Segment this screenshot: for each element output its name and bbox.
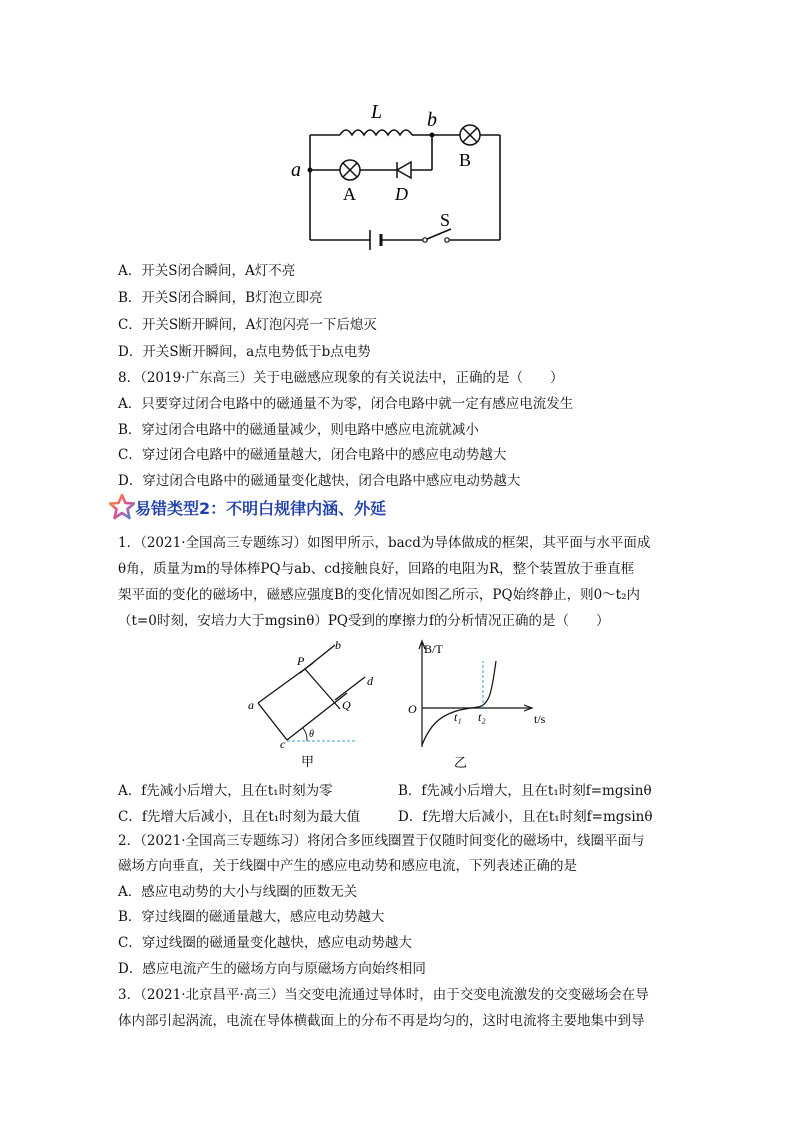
label-L: L bbox=[371, 101, 383, 123]
label-t1: t₁ bbox=[454, 710, 462, 724]
star-icon bbox=[109, 494, 135, 520]
lamp-a-icon bbox=[340, 160, 360, 180]
q3-stem-line-1: 3．（2021·北京昌平·高三）当交变电流通过导体时，由于交变电流激发的交变磁场会在导 bbox=[118, 987, 649, 1003]
q1-option-d: D．f先增大后减小，且在t₁时刻f=mgsinθ bbox=[398, 809, 653, 825]
axis-xlabel: t/s bbox=[534, 712, 546, 726]
switch-icon bbox=[423, 238, 427, 242]
q2-option-a: A．感应电动势的大小与线圈的匝数无关 bbox=[118, 884, 358, 900]
diode-icon bbox=[397, 162, 411, 178]
q8-option-d: D．穿过闭合电路中的磁通量变化越快，闭合电路中感应电动势越大 bbox=[118, 473, 521, 489]
label-D: D bbox=[395, 184, 408, 204]
label-A: A bbox=[343, 184, 356, 204]
label-d: d bbox=[367, 674, 373, 688]
q2-option-c: C．穿过线圈的磁通量变化越快，感应电动势越大 bbox=[118, 935, 412, 951]
option-a: A．开关S闭合瞬间，A灯不亮 bbox=[118, 263, 296, 279]
q2-stem-line-1: 2．（2021·全国高三专题练习）将闭合多匝线圈置于仅随时间变化的磁场中，线圈平面与 bbox=[118, 833, 645, 849]
figure-jia bbox=[245, 635, 385, 770]
battery-icon bbox=[370, 230, 381, 250]
figure-yi bbox=[400, 635, 565, 775]
label-a: a bbox=[248, 698, 254, 712]
option-c: C．开关S断开瞬间，A灯泡闪亮一下后熄灭 bbox=[118, 317, 377, 333]
lamp-b-icon bbox=[460, 125, 480, 145]
q1-stem-line-1: 1．（2021·全国高三专题练习）如图甲所示，bacd为导体做成的框架，其平面与水平面成 bbox=[118, 535, 651, 551]
q8-option-b: B．穿过闭合电路中的磁通量减少，则电路中感应电流就减小 bbox=[118, 422, 479, 438]
label-t2: t₂ bbox=[478, 710, 486, 724]
q1-option-c: C．f先增大后减小，且在t₁时刻为最大值 bbox=[118, 809, 361, 825]
caption-yi: 乙 bbox=[454, 755, 468, 770]
section-heading: 易错类型2：不明白规律内涵、外延 bbox=[135, 499, 387, 518]
q8-option-a: A．只要穿过闭合电路中的磁通量不为零，闭合电路中就一定有感应电流发生 bbox=[118, 396, 574, 412]
option-d: D．开关S断开瞬间，a点电势低于b点电势 bbox=[118, 344, 371, 360]
q1-option-b: B．f先减小后增大，且在t₁时刻f=mgsinθ bbox=[398, 783, 652, 799]
circuit-diagram bbox=[285, 100, 515, 250]
label-Q: Q bbox=[342, 698, 351, 712]
option-b: B．开关S闭合瞬间，B灯泡立即亮 bbox=[118, 290, 323, 306]
label-b: b bbox=[427, 109, 437, 131]
q3-stem-line-2: 体内部引起涡流，电流在导体横截面上的分布不再是均匀的，这时电流将主要地集中到导 bbox=[118, 1013, 645, 1029]
q1-stem-line-2: θ角，质量为m的导体棒PQ与ab、cd接触良好，回路的电阻为R，整个装置放于垂直框 bbox=[118, 561, 635, 577]
question-8-stem: 8．（2019·广东高三）关于电磁感应现象的有关说法中，正确的是（ ） bbox=[118, 370, 564, 386]
q2-option-b: B．穿过线圈的磁通量越大，感应电动势越大 bbox=[118, 909, 385, 925]
label-a: a bbox=[291, 159, 301, 181]
caption-jia: 甲 bbox=[301, 754, 315, 769]
label-origin: O bbox=[408, 702, 417, 716]
q1-option-a: A．f先减小后增大，且在t₁时刻为零 bbox=[118, 783, 333, 799]
axis-ylabel: B/T bbox=[424, 642, 443, 656]
label-S: S bbox=[440, 210, 451, 230]
q1-stem-line-3: 架平面的变化的磁场中，磁感应强度B的变化情况如图乙所示，PQ始终静止，则0～t₂内 bbox=[118, 587, 640, 603]
label-c: c bbox=[280, 737, 286, 751]
q2-option-d: D．感应电流产生的磁场方向与原磁场方向始终相同 bbox=[118, 961, 426, 977]
q2-stem-line-2: 磁场方向垂直，关于线圈中产生的感应电动势和感应电流，下列表述正确的是 bbox=[118, 858, 577, 874]
q8-option-c: C．穿过闭合电路中的磁通量越大，闭合电路中的感应电动势越大 bbox=[118, 447, 507, 463]
label-theta: θ bbox=[309, 729, 314, 740]
q1-stem-line-4: （t=0时刻，安培力大于mgsinθ）PQ受到的摩擦力f的分析情况正确的是（ ） bbox=[118, 613, 610, 629]
label-B: B bbox=[459, 150, 472, 170]
label-b: b bbox=[335, 638, 341, 652]
label-P: P bbox=[297, 654, 305, 668]
